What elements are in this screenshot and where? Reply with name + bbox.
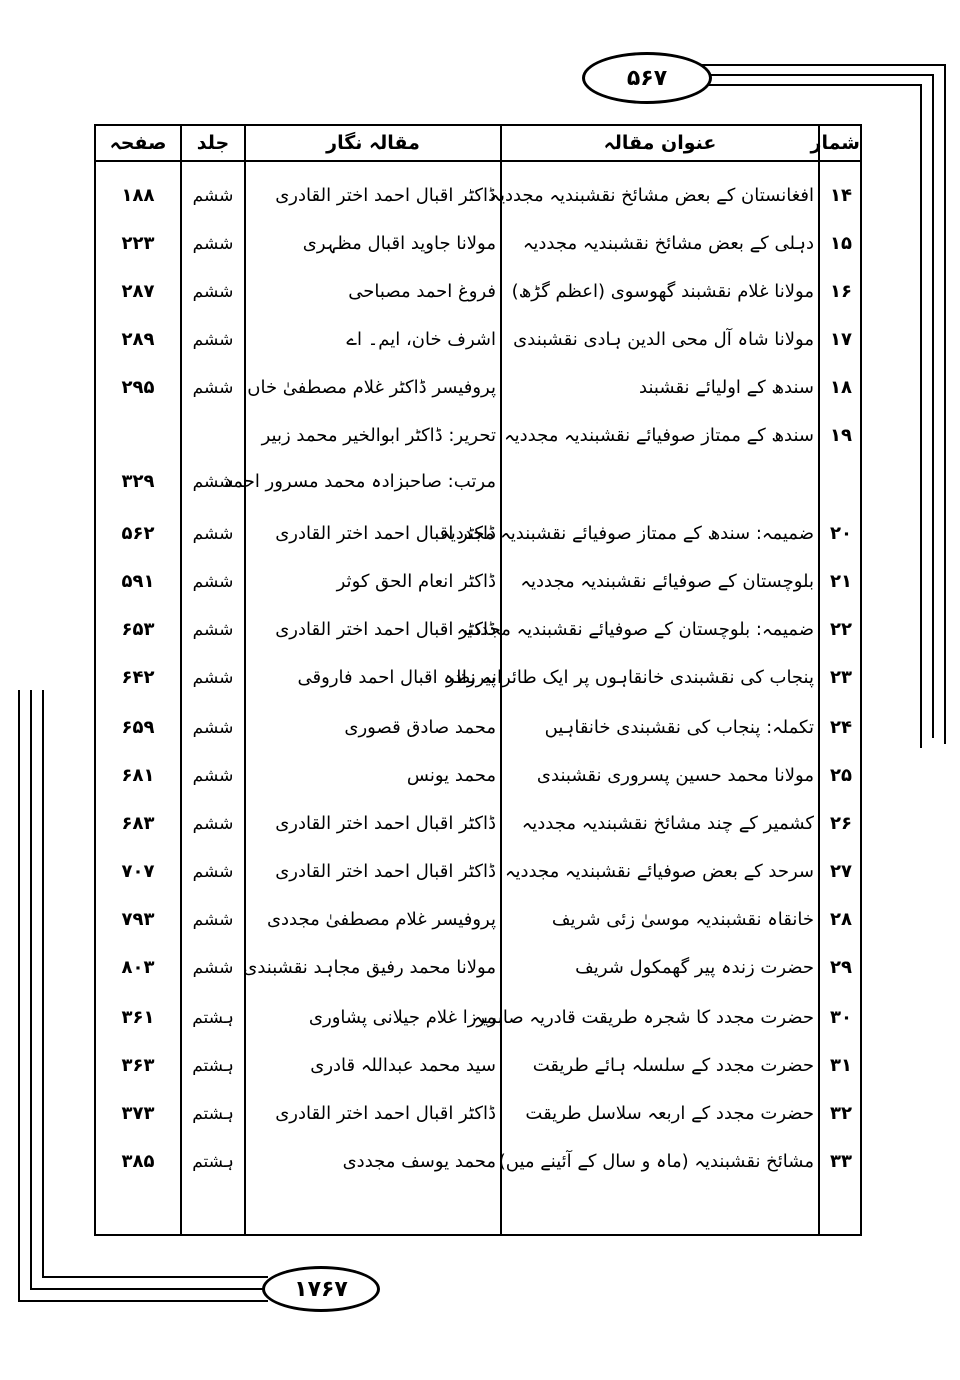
index-table: [94, 124, 862, 1236]
table-row: [96, 460, 860, 504]
table-row: [96, 222, 860, 266]
row-volume: ششم: [192, 234, 234, 254]
row-page: ۳۷۳: [121, 1103, 155, 1124]
frame-line-left-2: [30, 690, 32, 1290]
row-number: ۱۴: [830, 185, 852, 206]
row-page: ۷۹۳: [121, 909, 155, 930]
row-page: ۳۸۵: [121, 1151, 155, 1172]
row-number: ۲۸: [830, 909, 852, 930]
table-row: [96, 706, 860, 750]
row-page: ۶۸۱: [121, 765, 155, 786]
frame-line-bottom-3: [42, 1276, 268, 1278]
row-volume: ششم: [192, 910, 234, 930]
row-title: حضرت مجدد کے سلسلہ ہائے طریقت: [532, 1055, 814, 1076]
row-title: افغانستان کے بعض مشائخ نقشبندیہ مجددیہ: [489, 185, 814, 206]
row-author: سید محمد عبداللہ قادری: [310, 1055, 496, 1076]
row-page: ۶۵۹: [121, 717, 155, 738]
row-page: ۸۰۳: [121, 957, 155, 978]
row-title: حضرت زندہ پیر گھمکول شریف: [575, 957, 814, 978]
row-volume: ششم: [192, 186, 234, 206]
row-author: مولانا جاوید اقبال مظہری: [302, 233, 496, 254]
table-row: [96, 414, 860, 458]
frame-line-left-3: [42, 690, 44, 1278]
row-page: ۳۲۹: [121, 471, 155, 492]
row-page: ۲۸۷: [121, 281, 155, 302]
row-number: ۱۶: [830, 281, 852, 302]
row-title: ضمیمہ: سندھ کے ممتاز صوفیائے نقشبندیہ مجددیہ: [440, 523, 814, 544]
row-title: ضمیمہ: بلوچستان کے صوفیائے نقشبندیہ مجددیہ: [456, 619, 814, 640]
row-author: پیرزادہ اقبال احمد فاروقی: [297, 667, 496, 688]
row-number: ۲۵: [830, 765, 852, 786]
top-page-number: ۵۶۷: [582, 52, 712, 104]
row-volume: ششم: [192, 378, 234, 398]
row-title: [504, 460, 818, 504]
table-row: [96, 996, 860, 1040]
row-page: ۶۸۳: [121, 813, 155, 834]
frame-line-right-1: [944, 64, 946, 744]
row-page: ۲۹۵: [121, 377, 155, 398]
table-row: [96, 946, 860, 990]
row-title: دہلی کے بعض مشائخ نقشبندیہ مجددیہ: [522, 233, 814, 254]
row-number: ۱۸: [830, 377, 852, 398]
header-volume: جلد: [196, 132, 230, 154]
row-title: سندھ کے ممتاز صوفیائے نقشبندیہ مجددیہ: [504, 425, 814, 446]
table-row: [96, 270, 860, 314]
header-title: عنوان مقالہ: [603, 132, 717, 154]
row-volume: ششم: [192, 620, 234, 640]
header-author: مقالہ نگار: [326, 132, 420, 154]
row-volume: ششم: [192, 958, 234, 978]
bottom-page-number: ۱۷۶۷: [262, 1266, 380, 1312]
row-volume: ششم: [192, 766, 234, 786]
row-author: ڈاکٹر اقبال احمد اختر القادری: [275, 861, 496, 882]
row-volume: ششم: [192, 472, 234, 492]
row-page: ۱۸۸: [121, 185, 155, 206]
table-header: [96, 126, 860, 162]
row-volume: ششم: [192, 668, 234, 688]
row-author: ڈاکٹر انعام الحق کوثر: [336, 571, 496, 592]
row-author: فروغ احمد مصباحی: [348, 281, 496, 302]
row-title: خانقاہ نقشبندیہ موسیٰ زئی شریف: [551, 909, 814, 930]
row-author: محمد یوسف مجددی: [342, 1151, 496, 1172]
row-volume: ہشتم: [192, 1056, 234, 1076]
row-number: ۲۶: [830, 813, 852, 834]
row-volume: ہشتم: [192, 1104, 234, 1124]
row-author: مرتب: صاحبزادہ محمد مسرور احمد: [223, 471, 496, 492]
row-number: ۱۹: [830, 425, 852, 446]
row-page: ۳۶۱: [121, 1007, 155, 1028]
row-number: ۲۳: [830, 667, 852, 688]
table-row: [96, 802, 860, 846]
header-page: صفحہ: [109, 132, 167, 154]
table-row: [96, 898, 860, 942]
row-author: اشرف خان، ایم۔ اے: [346, 329, 496, 350]
frame-line-top-1: [700, 64, 946, 66]
row-number: ۲۱: [830, 571, 852, 592]
row-author: تحریر: ڈاکٹر ابوالخیر محمد زبیر: [261, 425, 496, 446]
row-title: بلوچستان کے صوفیائے نقشبندیہ مجددیہ: [520, 571, 814, 592]
row-volume: ششم: [192, 718, 234, 738]
table-row: [96, 754, 860, 798]
row-page: ۵۹۱: [121, 571, 155, 592]
table-row: [96, 1092, 860, 1136]
row-title: سندھ کے اولیائے نقشبند: [639, 377, 814, 398]
table-row: [96, 174, 860, 218]
row-author: ڈاکٹر اقبال احمد اختر القادری: [275, 523, 496, 544]
row-page: ۵۶۲: [121, 523, 155, 544]
frame-line-top-3: [700, 84, 922, 86]
row-author: پروفیسر ڈاکٹر غلام مصطفیٰ خاں: [247, 377, 496, 398]
table-row: [96, 608, 860, 652]
row-author: مرزا غلام جیلانی پشاوری: [308, 1007, 496, 1028]
row-page: ۲۸۹: [121, 329, 155, 350]
row-title: پنجاب کی نقشبندی خانقاہوں پر ایک طائرانہ نظر: [445, 667, 814, 688]
frame-line-left-1: [18, 690, 20, 1302]
row-author: ڈاکٹر اقبال احمد اختر القادری: [275, 619, 496, 640]
row-author: ڈاکٹر اقبال احمد اختر القادری: [275, 813, 496, 834]
row-page: ۶۵۳: [121, 619, 155, 640]
row-title: تکملہ: پنجاب کی نقشبندی خانقاہیں: [544, 717, 814, 738]
row-author: پروفیسر غلام مصطفیٰ مجددی: [266, 909, 496, 930]
row-number: ۳۳: [830, 1151, 852, 1172]
row-page: ۶۴۲: [121, 667, 155, 688]
row-author: ڈاکٹر اقبال احمد اختر القادری: [275, 1103, 496, 1124]
table-row: [96, 1140, 860, 1184]
row-page: ۳۶۳: [121, 1055, 155, 1076]
row-title: حضرت مجدد کے اربعہ سلاسل طریقت: [525, 1103, 814, 1124]
frame-line-right-3: [920, 84, 922, 748]
row-author: محمد یونس: [406, 765, 496, 786]
row-page: ۲۲۳: [121, 233, 155, 254]
table-row: [96, 512, 860, 556]
row-volume: ششم: [192, 572, 234, 592]
row-number: ۱۷: [830, 329, 852, 350]
table-row: [96, 318, 860, 362]
row-title: مولانا محمد حسین پسروری نقشبندی: [536, 765, 814, 786]
frame-line-bottom-1: [18, 1300, 268, 1302]
table-row: [96, 1044, 860, 1088]
row-volume: ہشتم: [192, 1008, 234, 1028]
row-author: مولانا محمد رفیق مجاہد نقشبندی: [243, 957, 496, 978]
row-volume: [182, 414, 244, 458]
table-row: [96, 560, 860, 604]
row-number: ۱۵: [830, 233, 852, 254]
row-number: ۳۲: [830, 1103, 852, 1124]
row-volume: ششم: [192, 814, 234, 834]
row-number: ۲۰: [830, 523, 852, 544]
row-title: سرحد کے بعض صوفیائے نقشبندیہ مجددیہ: [504, 861, 814, 882]
frame-line-top-2: [700, 74, 934, 76]
row-volume: ہشتم: [192, 1152, 234, 1172]
row-number: ۳۰: [830, 1007, 852, 1028]
row-page: [96, 414, 180, 458]
row-title: مولانا شاہ آل محی الدین ہادی نقشبندی: [513, 329, 814, 350]
row-author: ڈاکٹر اقبال احمد اختر القادری: [275, 185, 496, 206]
row-number: [822, 460, 860, 504]
header-number: شمار: [810, 132, 860, 154]
row-number: ۲۲: [830, 619, 852, 640]
frame-line-right-2: [932, 74, 934, 738]
row-title: مولانا غلام نقشبند گھوسوی (اعظم گڑھ): [511, 281, 814, 302]
frame-line-bottom-2: [30, 1288, 268, 1290]
table-row: [96, 656, 860, 700]
row-author: محمد صادق قصوری: [344, 717, 496, 738]
table-row: [96, 366, 860, 410]
row-number: ۳۱: [830, 1055, 852, 1076]
table-row: [96, 850, 860, 894]
row-volume: ششم: [192, 330, 234, 350]
row-volume: ششم: [192, 862, 234, 882]
row-title: حضرت مجدد کا شجرہ طریقت قادریہ صابریہ: [472, 1007, 814, 1028]
row-number: ۲۷: [830, 861, 852, 882]
row-number: ۲۴: [830, 717, 852, 738]
row-number: ۲۹: [830, 957, 852, 978]
row-title: مشائخ نقشبندیہ (ماہ و سال کے آئینے میں): [498, 1151, 814, 1172]
row-title: کشمیر کے چند مشائخ نقشبندیہ مجددیہ: [521, 813, 814, 834]
row-page: ۷۰۷: [121, 861, 155, 882]
row-volume: ششم: [192, 524, 234, 544]
row-volume: ششم: [192, 282, 234, 302]
